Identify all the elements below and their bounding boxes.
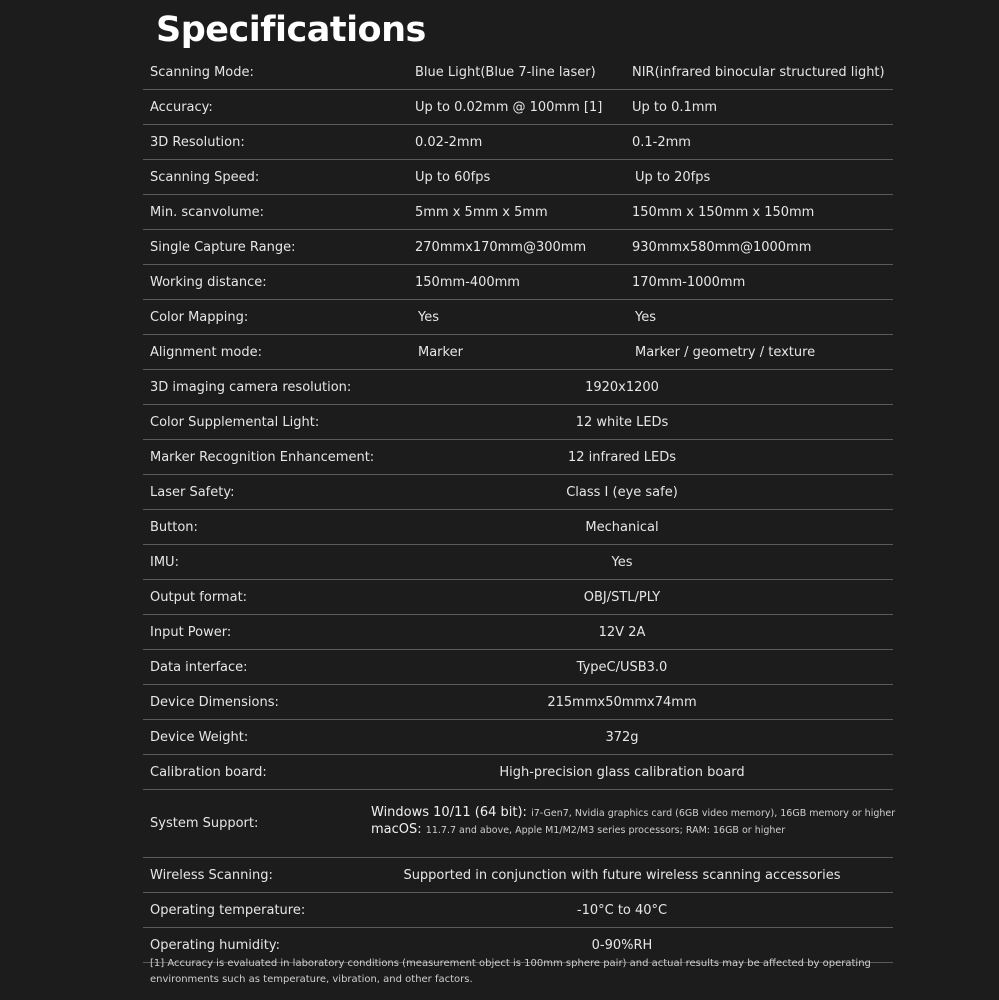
mac-os-label: macOS: [371,822,422,837]
spec-value: 215mmx50mmx74mm [547,694,697,710]
spec-row-accuracy [143,90,893,125]
spec-row-device-weight [143,720,893,755]
spec-value: TypeC/USB3.0 [576,659,668,675]
spec-label: Marker Recognition Enhancement: [150,449,375,465]
spec-label: Button: [150,519,198,535]
spec-row-imu [143,545,893,580]
spec-label: Scanning Mode: [150,64,254,80]
spec-row-color-mapping [143,300,893,335]
spec-label: Operating temperature: [150,902,306,918]
spec-value: 12V 2A [598,624,646,640]
spec-label: Accuracy: [150,99,213,115]
spec-row-capture-range [143,230,893,265]
spec-value-blue: Up to 60fps [415,169,491,185]
spec-value: 1920x1200 [585,379,659,395]
spec-label: Calibration board: [150,764,267,780]
windows-support-line [371,805,895,822]
spec-row-laser-safety [143,475,893,510]
spec-value: Mechanical [585,519,659,535]
spec-label: Device Dimensions: [150,694,279,710]
spec-row-min-scanvolume [143,195,893,230]
spec-label: Data interface: [150,659,248,675]
page-title: Specifications [156,10,426,50]
spec-row-scanning-speed [143,160,893,195]
spec-row-camera-resolution [143,370,893,405]
spec-label: 3D Resolution: [150,134,245,150]
spec-label: Device Weight: [150,729,249,745]
spec-label: 3D imaging camera resolution: [150,379,352,395]
spec-label: Alignment mode: [150,344,262,360]
spec-label: Working distance: [150,274,267,290]
spec-value: 372g [605,729,639,745]
spec-value: -10°C to 40°C [576,902,668,918]
spec-value-blue: 150mm-400mm [415,274,520,290]
spec-row-system-support [143,790,896,858]
spec-value-blue: Yes [418,309,439,325]
spec-row-marker-enhancement [143,440,893,475]
spec-value-blue: 0.02-2mm [415,134,483,150]
spec-label: Single Capture Range: [150,239,296,255]
spec-value-blue: 270mmx170mm@300mm [415,239,587,255]
spec-value-blue: Blue Light(Blue 7-line laser) [415,64,596,80]
spec-label: Operating humidity: [150,937,280,953]
spec-label: IMU: [150,554,179,570]
spec-row-button [143,510,893,545]
spec-label: Input Power: [150,624,232,640]
spec-value: Class I (eye safe) [566,484,678,500]
spec-value: 12 white LEDs [575,414,669,430]
spec-row-3d-resolution [143,125,893,160]
spec-value-nir: 0.1-2mm [632,134,691,150]
spec-value: 0-90%RH [591,937,653,953]
spec-label: System Support: [150,816,259,831]
spec-value: Supported in conjunction with future wireless scanning accessories [403,867,841,883]
spec-value: 12 infrared LEDs [567,449,677,465]
spec-value-blue: Marker [418,344,463,360]
spec-row-operating-temperature [143,893,893,928]
footnote: [1] Accuracy is evaluated in laboratory conditions (measurement object is 100mm sphere pair) and actual results may be affected by operating environments such as temperature, vibration, and other factors. [150,958,871,985]
spec-label: Color Supplemental Light: [150,414,320,430]
spec-value-nir: 150mm x 150mm x 150mm [632,204,815,220]
windows-os-label: Windows 10/11 (64 bit): [371,805,527,820]
windows-spec-text: i7-Gen7, Nvidia graphics card (6GB video memory), 16GB memory or higher [531,808,896,819]
spec-label: Min. scanvolume: [150,204,264,220]
spec-label: Scanning Speed: [150,169,260,185]
spec-label: Output format: [150,589,248,605]
spec-row-alignment-mode [143,335,893,370]
system-support-details [371,805,895,839]
spec-row-scanning-mode [143,55,893,90]
spec-table [143,55,896,963]
spec-value-nir: Up to 0.1mm [632,99,718,115]
spec-value: Yes [611,554,633,570]
spec-value-nir: 930mmx580mm@1000mm [632,239,812,255]
mac-support-line [371,822,895,839]
spec-value: High-precision glass calibration board [499,764,745,780]
spec-value-nir: 170mm-1000mm [632,274,746,290]
spec-value-nir: Marker / geometry / texture [635,344,816,360]
spec-value: OBJ/STL/PLY [583,589,661,605]
spec-value-nir: NIR(infrared binocular structured light) [632,64,885,80]
spec-label: Laser Safety: [150,484,235,500]
spec-value-nir: Up to 20fps [635,169,711,185]
spec-value-nir: Yes [635,309,656,325]
spec-label: Wireless Scanning: [150,867,273,883]
spec-row-output-format [143,580,893,615]
spec-value-blue: 5mm x 5mm x 5mm [415,204,548,220]
spec-row-data-interface [143,650,893,685]
spec-row-device-dimensions [143,685,893,720]
mac-spec-text: 11.7.7 and above, Apple M1/M2/M3 series processors; RAM: 16GB or higher [425,825,786,836]
spec-row-wireless-scanning [143,858,893,893]
spec-row-supplemental-light [143,405,893,440]
spec-row-working-distance [143,265,893,300]
spec-value-blue: Up to 0.02mm @ 100mm [1] [415,99,603,115]
spec-row-input-power [143,615,893,650]
spec-label: Color Mapping: [150,309,249,325]
spec-row-calibration-board [143,755,893,790]
